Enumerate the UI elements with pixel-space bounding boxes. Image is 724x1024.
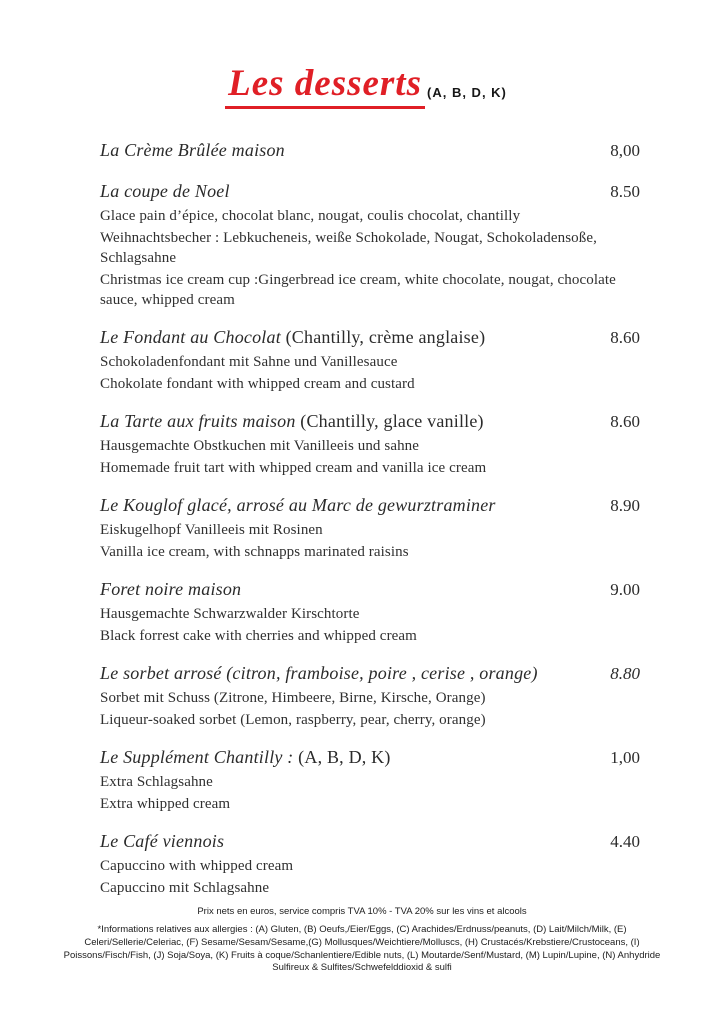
menu-item-header xyxy=(100,408,640,435)
item-descriptions xyxy=(100,520,640,562)
item-name-main: Le Fondant au Chocolat xyxy=(100,326,281,347)
allergy-note: *Informations relatives aux allergies : (A) Gluten, (B) Oeufs,/Eier/Eggs, (C) Arachides/Erdnuss/peanuts, (D) Lait/Milch/Milk, (E) Celeri/Sellerie/Celeriac, (F) Sesame/Sesam/Sesame,(G) Mollusques/Weichtiere/Molluscs, (H) Crustacés/Krebstiere/Crustoceans, (I) Poissons/Fisch/Fish, (J) Soja/Soya, (K) Fruits à coque/Schanlentiere/Edible nuts, (L) Moutarde/Senf/Mustard, (M) Lupin/Lupine, (N) Anhydride Sulfireux & Sulfites/Schwefelddioxid & sulfi xyxy=(63,924,661,974)
item-descriptions xyxy=(100,856,640,898)
menu-item xyxy=(100,408,640,478)
item-name xyxy=(100,178,242,204)
menu-item-header xyxy=(100,660,640,687)
item-name-main: Le Café viennois xyxy=(100,830,225,851)
item-name xyxy=(100,137,297,163)
item-price: 8.60 xyxy=(610,411,640,431)
item-description: Vanilla ice cream, with schnapps marinated raisins xyxy=(100,543,409,560)
item-price: 8.80 xyxy=(610,663,640,683)
menu-item-header xyxy=(100,576,640,603)
item-name-main: La Tarte aux fruits maison xyxy=(100,410,296,431)
menu-item-header xyxy=(100,324,640,351)
item-price: 8.60 xyxy=(610,327,640,347)
item-name xyxy=(100,576,253,602)
item-name xyxy=(100,660,550,686)
item-name-main: La coupe de Noel xyxy=(100,180,230,201)
item-description: Homemade fruit tart with whipped cream and vanilla ice cream xyxy=(100,459,487,476)
item-name-suffix: (Chantilly, glace vanille) xyxy=(295,410,484,431)
menu-item-header xyxy=(100,744,640,771)
item-description: Liqueur-soaked sorbet (Lemon, raspberry, pear, cherry, orange) xyxy=(100,711,486,728)
menu-item xyxy=(100,660,640,730)
item-name-main: Le Kouglof glacé, arrosé au Marc de gewurztraminer xyxy=(100,494,496,515)
item-description: Glace pain d’épice, chocolat blanc, nougat, coulis chocolat, chantilly xyxy=(100,207,521,224)
item-description: Capuccino mit Schlagsahne xyxy=(100,879,270,896)
menu-item-header xyxy=(100,492,640,519)
item-description: Sorbet mit Schuss (Zitrone, Himbeere, Birne, Kirsche, Orange) xyxy=(100,689,486,706)
menu-item-header xyxy=(100,178,640,205)
menu-item-header xyxy=(100,828,640,855)
menu-header xyxy=(92,64,640,109)
item-name-main: Foret noire maison xyxy=(100,578,242,599)
item-description: Extra whipped cream xyxy=(100,795,231,812)
item-price: 4.40 xyxy=(610,831,640,851)
item-name-main: La Crème Brûlée maison xyxy=(100,139,285,160)
item-descriptions xyxy=(100,206,640,310)
item-description: Hausgemachte Schwarzwalder Kirschtorte xyxy=(100,605,360,622)
menu-item xyxy=(100,492,640,562)
item-price: 9.00 xyxy=(610,579,640,599)
item-price: 8.50 xyxy=(610,181,640,201)
item-price: 1,00 xyxy=(610,747,640,767)
item-description: Weihnachtsbecher : Lebkucheneis, weiße Schokolade, Nougat, Schokoladensoße, Schlagsahne xyxy=(100,229,597,266)
menu-item xyxy=(100,828,640,898)
item-description: Extra Schlagsahne xyxy=(100,773,213,790)
title-allergen-codes: (A, B, D, K) xyxy=(427,85,507,100)
item-description: Christmas ice cream cup :Gingerbread ice cream, white chocolate, nougat, chocolate sauce, whipped cream xyxy=(100,271,616,308)
item-description: Capuccino with whipped cream xyxy=(100,857,294,874)
tax-note: Prix nets en euros, service compris TVA 10% - TVA 20% sur les vins et alcools xyxy=(197,906,527,917)
menu-item xyxy=(100,324,640,394)
item-name xyxy=(100,744,403,770)
item-description: Hausgemachte Obstkuchen mit Vanilleeis und sahne xyxy=(100,437,420,454)
item-descriptions xyxy=(100,436,640,478)
menu-item xyxy=(100,178,640,310)
item-descriptions xyxy=(100,604,640,646)
menu-item xyxy=(100,137,640,164)
item-description: Eiskugelhopf Vanilleeis mit Rosinen xyxy=(100,521,323,538)
item-name-main: Le Supplément Chantilly : xyxy=(100,746,294,767)
menu-footer xyxy=(0,906,724,975)
item-name-suffix: (Chantilly, crème anglaise) xyxy=(280,326,486,347)
item-descriptions xyxy=(100,688,640,730)
item-descriptions xyxy=(100,772,640,814)
item-name-main: Le sorbet arrosé (citron, framboise, poire , cerise , orange) xyxy=(100,662,538,683)
item-descriptions xyxy=(100,352,640,394)
item-name xyxy=(100,408,496,434)
item-description: Schokoladenfondant mit Sahne und Vanillesauce xyxy=(100,353,398,370)
item-description: Black forrest cake with cherries and whipped cream xyxy=(100,627,417,644)
menu-item xyxy=(100,744,640,814)
menu-item-header xyxy=(100,137,640,164)
item-price: 8,00 xyxy=(610,140,640,160)
menu-items-list xyxy=(100,137,640,898)
menu-item xyxy=(100,576,640,646)
page-title: Les desserts xyxy=(225,64,425,109)
item-name xyxy=(100,492,508,518)
item-price: 8.90 xyxy=(610,495,640,515)
item-description: Chokolate fondant with whipped cream and custard xyxy=(100,375,415,392)
item-name-suffix: (A, B, D, K) xyxy=(293,746,391,767)
item-name xyxy=(100,828,236,854)
item-name xyxy=(100,324,497,350)
